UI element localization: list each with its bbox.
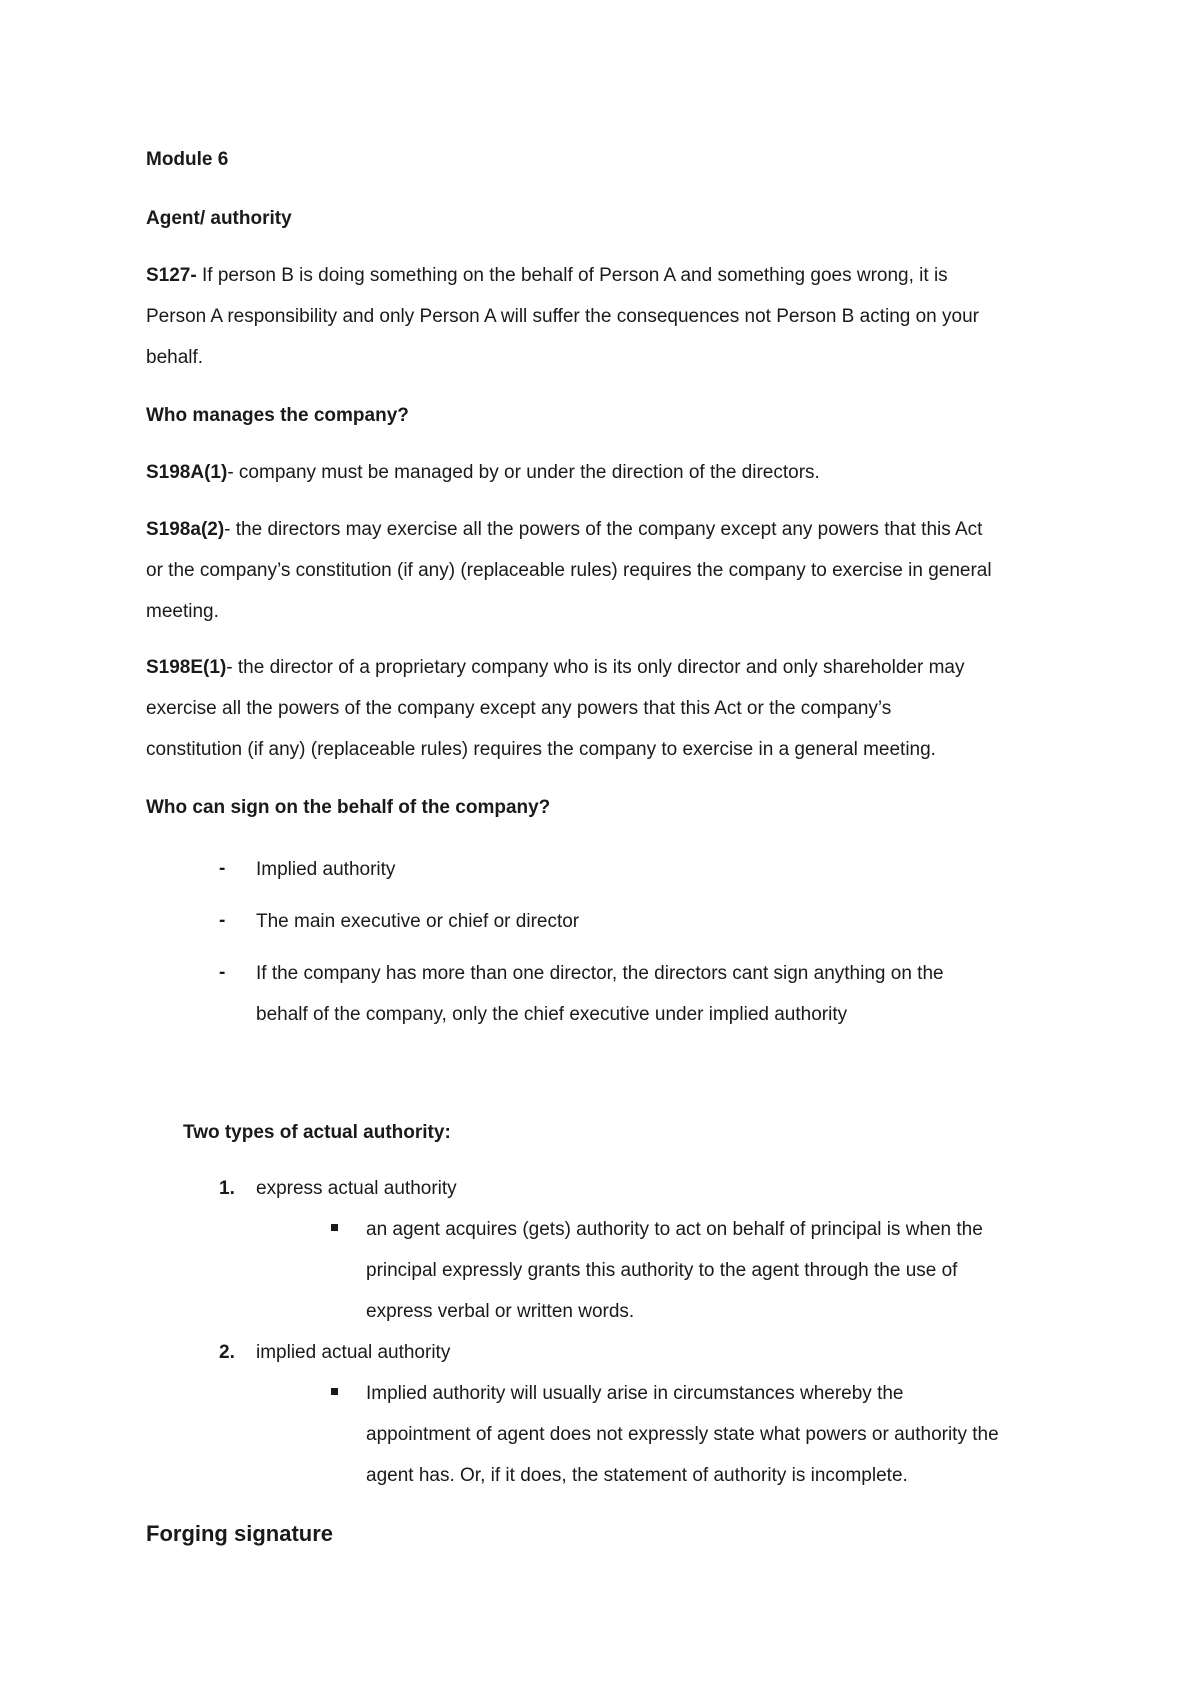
dash-bullet: - (219, 910, 226, 931)
s198e1-ref: S198E(1) (146, 657, 227, 678)
list-number: 1. (219, 1178, 235, 1199)
type-2-title: implied actual authority (256, 1342, 451, 1363)
type-2-bullet-line-3: agent has. Or, if it does, the statement of authority is incomplete. (366, 1465, 908, 1486)
s127-ref: S127- (146, 265, 197, 286)
sign-item-2: The main executive or chief or director (256, 911, 580, 932)
s198a2-ref: S198a(2) (146, 519, 225, 540)
s198a2-text-1: - the directors may exercise all the powers of the company except any powers that this Act (224, 519, 983, 540)
s198e1-line-3: constitution (if any) (replaceable rules) requires the company to exercise in a general meeting. (146, 739, 936, 760)
two-types-heading: Two types of actual authority: (183, 1122, 451, 1143)
s198a2-line-1 (146, 519, 982, 541)
type-1-bullet-line-1: an agent acquires (gets) authority to act on behalf of principal is when the (366, 1219, 983, 1240)
s198e1-line-1 (146, 657, 964, 679)
s198e1-text-1: - the director of a proprietary company who is its only director and only shareholder may (226, 657, 965, 678)
list-number: 2. (219, 1342, 235, 1363)
agent-authority-heading: Agent/ authority (146, 208, 292, 229)
s198a2-line-2: or the company’s constitution (if any) (replaceable rules) requires the company to exercise in general (146, 560, 992, 581)
sign-item-1: Implied authority (256, 859, 396, 880)
s127-text-1: If person B is doing something on the behalf of Person A and something goes wrong, it is (196, 265, 948, 286)
dash-bullet: - (219, 962, 226, 983)
type-2-bullet-line-1: Implied authority will usually arise in circumstances whereby the (366, 1383, 904, 1404)
s127-line-1 (146, 265, 948, 287)
s127-line-3: behalf. (146, 347, 204, 368)
s198a1-ref: S198A(1) (146, 462, 228, 483)
forging-signature-heading: Forging signature (146, 1521, 333, 1546)
square-bullet (331, 1388, 338, 1395)
sign-item-3-line-2: behalf of the company, only the chief executive under implied authority (256, 1004, 848, 1025)
square-bullet (331, 1224, 338, 1231)
s198e1-line-2: exercise all the powers of the company except any powers that this Act or the company’s (146, 698, 892, 719)
type-1-bullet-line-2: principal expressly grants this authority to the agent through the use of (366, 1260, 958, 1281)
s198a1-text: - company must be managed by or under the direction of the directors. (227, 462, 820, 483)
module-title: Module 6 (146, 149, 229, 170)
type-1-bullet-line-3: express verbal or written words. (366, 1301, 635, 1322)
sign-item-3-line-1: If the company has more than one director, the directors cant sign anything on the (256, 963, 944, 984)
s127-line-2: Person A responsibility and only Person A will suffer the consequences not Person B acting on your (146, 306, 979, 327)
s198a2-line-3: meeting. (146, 601, 219, 622)
dash-bullet: - (219, 858, 226, 879)
type-2-bullet-line-2: appointment of agent does not expressly state what powers or authority the (366, 1424, 999, 1445)
who-manages-heading: Who manages the company? (146, 405, 409, 426)
type-1-title: express actual authority (256, 1178, 457, 1199)
who-can-sign-heading: Who can sign on the behalf of the company? (146, 797, 551, 818)
s198a1-line (146, 462, 820, 484)
